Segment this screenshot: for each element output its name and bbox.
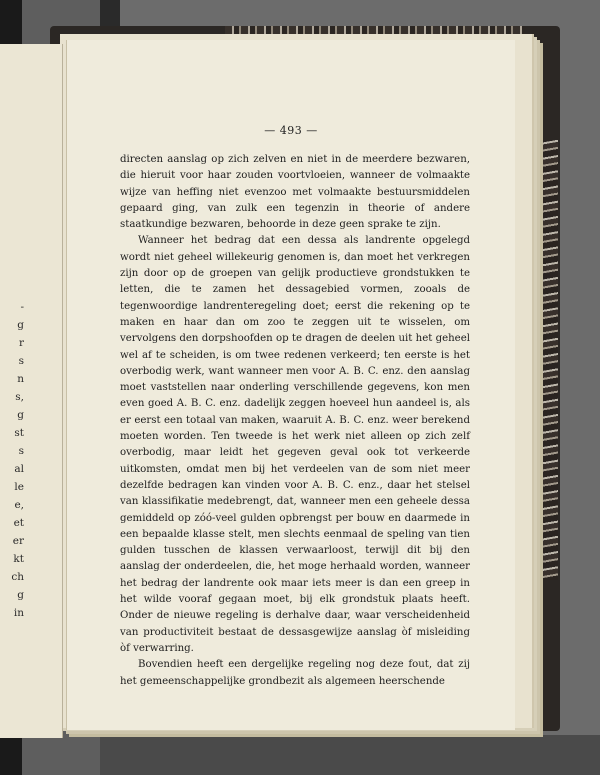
- left-fragment: et: [13, 517, 24, 529]
- background-bottom-band: [100, 735, 600, 775]
- left-fragment: ch: [11, 571, 24, 583]
- left-page: [0, 44, 63, 738]
- left-fragment: al: [14, 463, 24, 475]
- right-page: [66, 40, 515, 730]
- body-text: [120, 152, 470, 690]
- left-fragment: s: [18, 445, 24, 457]
- left-fragment: n: [17, 373, 24, 385]
- paragraph: directen aanslag op zich zelven en niet in de meerdere bezwaren, die hieruit voor haar zouden voortvloeien, wanneer de volmaakte wijze van heffing niet evenzoo met volmaakte bestuursmiddelen gepaard ging, van zulk een tegenzin in theorie of andere staatkundige bezwaren, behoorde in deze geen sprake te zijn.: [120, 154, 470, 231]
- left-fragment: kt: [13, 553, 24, 565]
- left-fragment: in: [13, 607, 24, 619]
- left-fragment: r: [18, 337, 24, 349]
- left-fragment: er: [12, 535, 24, 547]
- left-fragment: e,: [14, 499, 24, 511]
- left-page-text-fragments: [0, 298, 24, 622]
- left-fragment: s: [18, 355, 24, 367]
- left-fragment: g: [17, 589, 24, 601]
- left-fragment: le: [14, 481, 24, 493]
- left-fragment: g: [17, 409, 24, 421]
- left-fragment: -: [20, 301, 24, 313]
- paragraph: Wanneer het bedrag dat een dessa als landrente opgelegd wordt niet geheel willekeurig genomen is, dan moet het verkregen zijn door op de groepen van gelijk productieve grondstukken te letten, die te zamen het dessagebied vormen, zooals de tegenwoordige landrenteregeling doet; eerst die rekening op te maken en haar dan om zoo te zeggen uit te wisselen, om vervolgens den dorpshoofden op te dragen de deelen uit het geheel wel af te scheiden, is om twee redenen verkeerd; ten eerste is het overbodig werk, want wanneer men voor A. B. C. enz. den aanslag moet vaststellen naar onderling verschillende gegevens, kon men even goed A. B. C. enz. dadelijk zeggen hoeveel hun aandeel is, als er eerst een totaal van maken, waaruit A. B. C. enz. weer berekend moeten worden. Ten tweede is het werk niet alleen op zich zelf overbodig, maar leidt het gegeven geval ook tot verkeerde uitkomsten, omdat men bij het verdeelen van de som niet meer dezelfde bedragen kan vinden voor A. B. C. enz., daar het stelsel van klassifikatie medebrengt, dat, wanneer men een geheele dessa gemiddeld op zóó-veel gulden opbrengst per bouw en daarmede in een bepaalde klasse stelt, men slechts eenmaal de speling van tien gulden tusschen de klassen verwaarloost, terwijl dit bij den aanslag der onderdeelen, die, het moge herhaald worden, wanneer het bedrag der landrente ook maar iets meer is dan een greep in het wilde vooraf gegaan moet, bij elk grondstuk plaats heeft. Onder de nieuwe regeling is derhalve daar, waar verscheidenheid van productiviteit bestaat de dessasgewijze aanslag òf misleiding òf verwarring.: [120, 235, 470, 654]
- left-fragment: s,: [15, 391, 24, 403]
- left-fragment: g: [17, 319, 24, 331]
- page-number: — 493 —: [264, 124, 318, 137]
- left-fragment: st: [14, 427, 24, 439]
- paragraph: Bovendien heeft een dergelijke regeling nog deze fout, dat zij het gemeenschappelijke grondbezit als algemeen heerschende: [120, 659, 470, 687]
